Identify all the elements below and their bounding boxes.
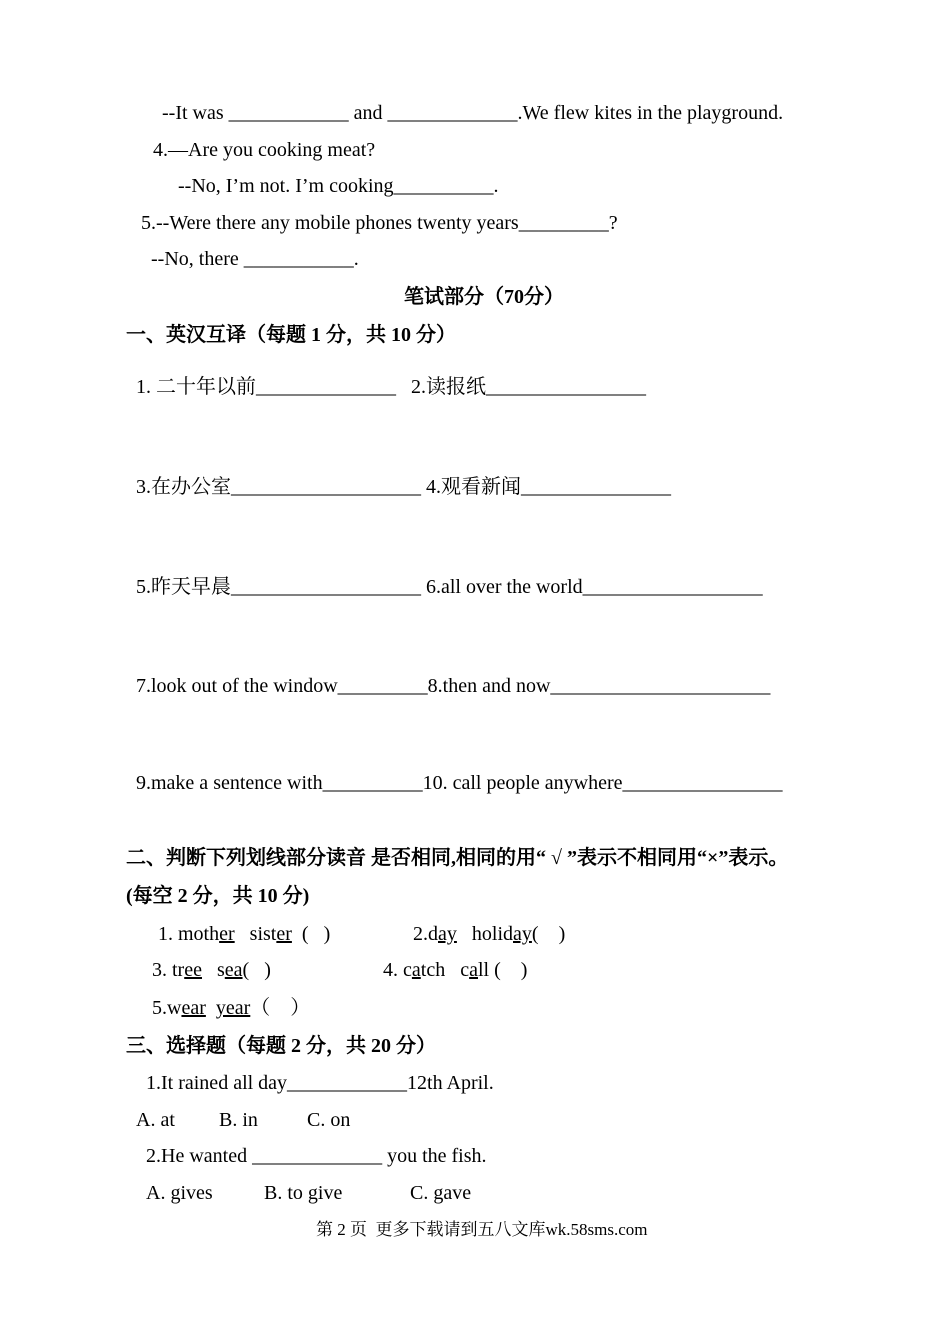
choice-q2-option-a: A. gives (146, 1182, 213, 1204)
dialogue-line-4: 5.--Were there any mobile phones twenty years_________? (141, 212, 618, 234)
phonics-q1: 1. mother sister ( ) (158, 923, 331, 945)
q-number: 1. (158, 923, 178, 945)
choice-q2-option-c: C. gave (410, 1182, 472, 1204)
page-footer: 第 2 页 更多下载请到五八文库wk.58sms.com (316, 1220, 648, 1239)
dialogue-line-2: 4.—Are you cooking meat? (153, 139, 376, 161)
underlined-part: a (469, 959, 478, 981)
written-part-title: 笔试部分（70分） (404, 286, 564, 308)
underlined-part: ay (513, 923, 532, 945)
translate-row-4: 7.look out of the window_________8.then and now______________________ (136, 675, 771, 697)
underlined-part: ea (224, 959, 243, 981)
answer-bracket: ( ) (291, 923, 331, 945)
underlined-part: year (215, 997, 251, 1019)
dialogue-line-1: --It was ____________ and _____________.We flew kites in the playground. (162, 102, 784, 124)
choice-q2-option-b: B. to give (264, 1182, 343, 1204)
underlined-part: er (276, 923, 292, 945)
choice-q2: 2.He wanted _____________ you the fish. (146, 1145, 487, 1167)
underlined-part: er (219, 923, 235, 945)
phonics-q5: 5.wear year（ ） (152, 997, 311, 1019)
section2-heading: 二、判断下列划线部分读音 是否相同,相同的用“ √ ”表示不相同用“×”表示。 (126, 847, 789, 869)
section2-subheading: (每空 2 分，共 10 分) (126, 885, 310, 907)
answer-bracket: ll ( ) (478, 959, 528, 981)
underlined-part: ee (184, 959, 202, 981)
q-number: 3. (152, 959, 172, 981)
answer-bracket: （ ） (250, 997, 311, 1019)
answer-bracket: ( ) (242, 959, 271, 981)
translate-row-1: 1. 二十年以前______________ 2.读报纸________________ (136, 376, 646, 398)
underlined-part: ear (181, 997, 206, 1019)
choice-q1-option-b: B. in (219, 1109, 258, 1131)
phonics-q4: 4. catch call ( ) (383, 959, 528, 981)
translate-row-5: 9.make a sentence with__________10. call people anywhere________________ (136, 772, 783, 794)
translate-row-3: 5.昨天早晨___________________ 6.all over the world__________________ (136, 576, 763, 598)
choice-q1-option-a: A. at (136, 1109, 175, 1131)
underlined-part: ay (438, 923, 457, 945)
underlined-part: a (411, 959, 421, 981)
translate-row-2: 3.在办公室___________________ 4.观看新闻_______________ (136, 476, 671, 498)
choice-q1: 1.It rained all day____________12th April. (146, 1072, 494, 1094)
dialogue-line-3: --No, I’m not. I’m cooking__________. (178, 175, 499, 197)
phonics-q2: 2.day holiday( ) (413, 923, 566, 945)
section1-heading: 一、英汉互译（每题 1 分，共 10 分） (126, 324, 456, 346)
answer-bracket: ( ) (531, 923, 566, 945)
q-number: 5. (152, 997, 167, 1019)
q-number: 4. (383, 959, 403, 981)
section3-heading: 三、选择题（每题 2 分，共 20 分） (126, 1035, 436, 1057)
q-number: 2. (413, 923, 428, 945)
phonics-q3: 3. tree sea( ) (152, 959, 271, 981)
dialogue-line-5: --No, there ___________. (151, 248, 359, 270)
choice-q1-option-c: C. on (307, 1109, 351, 1131)
